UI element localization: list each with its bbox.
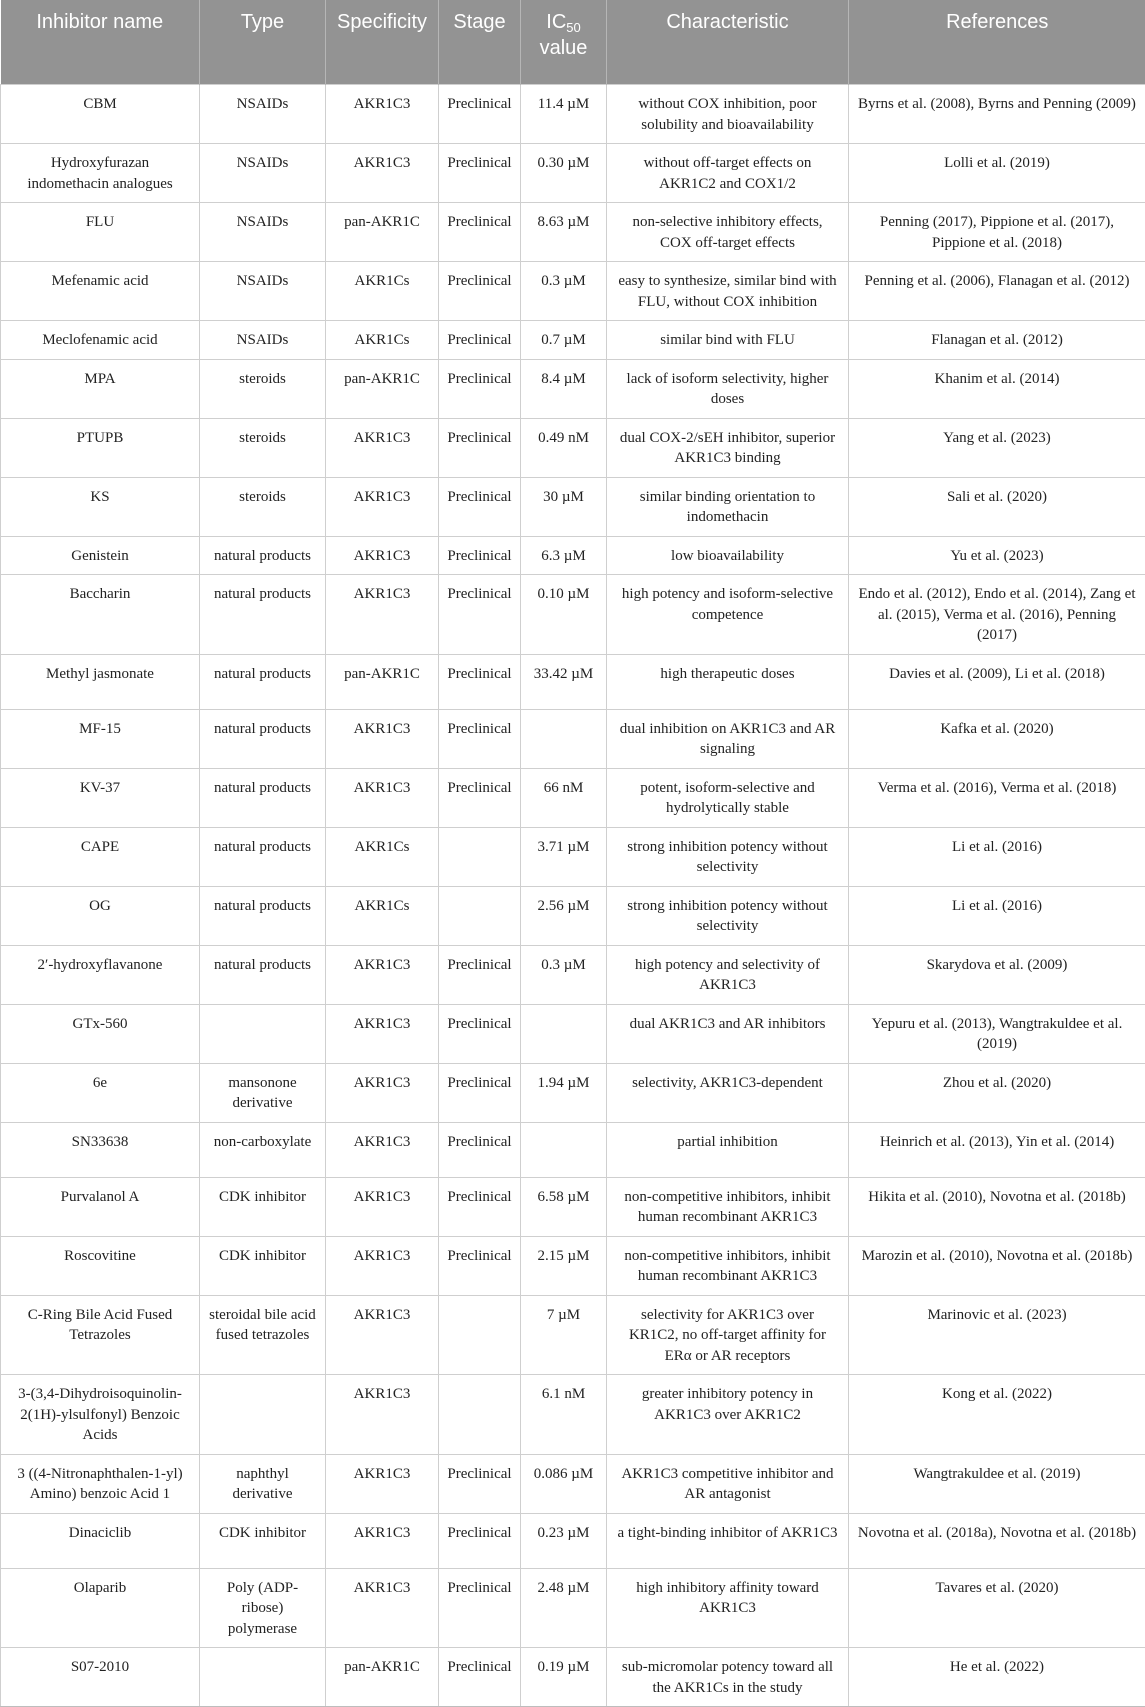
cell-specificity: AKR1C3: [326, 85, 439, 144]
table-row: [1, 1122, 1145, 1177]
col-header-specificity: Specificity: [326, 0, 439, 85]
table-row: [1, 1177, 1145, 1236]
cell-name: KS: [1, 477, 200, 536]
cell-characteristic: lack of isoform selectivity, higher doses: [607, 359, 849, 418]
cell-characteristic: partial inhibition: [607, 1122, 849, 1177]
table-row: [1, 144, 1145, 203]
table-row: [1, 1004, 1145, 1063]
cell-references: Lolli et al. (2019): [849, 144, 1145, 203]
cell-name: MPA: [1, 359, 200, 418]
cell-references: Yu et al. (2023): [849, 536, 1145, 575]
cell-type: natural products: [200, 768, 326, 827]
cell-name: Mefenamic acid: [1, 262, 200, 321]
col-header-characteristic: Characteristic: [607, 0, 849, 85]
table-row: [1, 654, 1145, 709]
cell-characteristic: low bioavailability: [607, 536, 849, 575]
cell-type: CDK inhibitor: [200, 1177, 326, 1236]
cell-name: GTx-560: [1, 1004, 200, 1063]
cell-ic50: 0.49 nM: [521, 418, 607, 477]
cell-specificity: pan-AKR1C: [326, 203, 439, 262]
cell-stage: Preclinical: [439, 1513, 521, 1568]
table-row: [1, 477, 1145, 536]
cell-stage: Preclinical: [439, 1648, 521, 1707]
cell-type: naphthyl derivative: [200, 1454, 326, 1513]
table-row: [1, 203, 1145, 262]
cell-name: Methyl jasmonate: [1, 654, 200, 709]
cell-type: natural products: [200, 536, 326, 575]
cell-references: Novotna et al. (2018a), Novotna et al. (2018b): [849, 1513, 1145, 1568]
cell-type: natural products: [200, 886, 326, 945]
cell-name: 2′-hydroxyflavanone: [1, 945, 200, 1004]
cell-ic50: [521, 1122, 607, 1177]
col-header-type: Type: [200, 0, 326, 85]
cell-characteristic: similar bind with FLU: [607, 321, 849, 360]
cell-stage: Preclinical: [439, 654, 521, 709]
cell-characteristic: non-competitive inhibitors, inhibit human recombinant AKR1C3: [607, 1236, 849, 1295]
table-row: [1, 1454, 1145, 1513]
cell-ic50: 8.63 µM: [521, 203, 607, 262]
cell-ic50: 0.30 µM: [521, 144, 607, 203]
cell-ic50: 8.4 µM: [521, 359, 607, 418]
cell-name: C-Ring Bile Acid Fused Tetrazoles: [1, 1295, 200, 1375]
cell-characteristic: strong inhibition potency without selectivity: [607, 827, 849, 886]
cell-ic50: 0.10 µM: [521, 575, 607, 655]
cell-references: Tavares et al. (2020): [849, 1568, 1145, 1648]
cell-characteristic: greater inhibitory potency in AKR1C3 over AKR1C2: [607, 1375, 849, 1455]
table-row: [1, 536, 1145, 575]
cell-ic50: 2.56 µM: [521, 886, 607, 945]
cell-specificity: AKR1C3: [326, 1375, 439, 1455]
cell-references: Skarydova et al. (2009): [849, 945, 1145, 1004]
cell-characteristic: sub-micromolar potency toward all the AKR1Cs in the study: [607, 1648, 849, 1707]
cell-ic50: 6.3 µM: [521, 536, 607, 575]
cell-characteristic: high potency and selectivity of AKR1C3: [607, 945, 849, 1004]
cell-specificity: AKR1C3: [326, 1568, 439, 1648]
cell-stage: Preclinical: [439, 262, 521, 321]
cell-name: Hydroxyfurazan indomethacin analogues: [1, 144, 200, 203]
cell-references: Davies et al. (2009), Li et al. (2018): [849, 654, 1145, 709]
cell-references: Flanagan et al. (2012): [849, 321, 1145, 360]
table-row: [1, 575, 1145, 655]
cell-stage: Preclinical: [439, 536, 521, 575]
cell-references: Marinovic et al. (2023): [849, 1295, 1145, 1375]
cell-references: Marozin et al. (2010), Novotna et al. (2018b): [849, 1236, 1145, 1295]
cell-stage: Preclinical: [439, 144, 521, 203]
cell-type: [200, 1648, 326, 1707]
cell-name: CAPE: [1, 827, 200, 886]
cell-specificity: AKR1C3: [326, 768, 439, 827]
cell-ic50: 11.4 µM: [521, 85, 607, 144]
cell-stage: Preclinical: [439, 1122, 521, 1177]
cell-specificity: pan-AKR1C: [326, 1648, 439, 1707]
cell-type: natural products: [200, 945, 326, 1004]
cell-specificity: pan-AKR1C: [326, 654, 439, 709]
cell-type: steroids: [200, 477, 326, 536]
cell-characteristic: strong inhibition potency without selectivity: [607, 886, 849, 945]
table-body: [1, 85, 1145, 1707]
cell-specificity: AKR1C3: [326, 575, 439, 655]
cell-stage: Preclinical: [439, 1568, 521, 1648]
cell-type: NSAIDs: [200, 85, 326, 144]
table-row: [1, 1513, 1145, 1568]
cell-ic50: [521, 709, 607, 768]
cell-name: CBM: [1, 85, 200, 144]
cell-references: Yang et al. (2023): [849, 418, 1145, 477]
cell-specificity: AKR1C3: [326, 1177, 439, 1236]
cell-references: Byrns et al. (2008), Byrns and Penning (2009): [849, 85, 1145, 144]
cell-references: Li et al. (2016): [849, 827, 1145, 886]
table-row: [1, 85, 1145, 144]
cell-ic50: 2.48 µM: [521, 1568, 607, 1648]
cell-specificity: AKR1C3: [326, 1236, 439, 1295]
cell-references: Penning (2017), Pippione et al. (2017), Pippione et al. (2018): [849, 203, 1145, 262]
cell-references: Penning et al. (2006), Flanagan et al. (2012): [849, 262, 1145, 321]
cell-characteristic: dual AKR1C3 and AR inhibitors: [607, 1004, 849, 1063]
cell-ic50: [521, 1004, 607, 1063]
cell-specificity: AKR1C3: [326, 1295, 439, 1375]
cell-stage: Preclinical: [439, 1004, 521, 1063]
table-row: [1, 1568, 1145, 1648]
cell-stage: [439, 1375, 521, 1455]
cell-characteristic: high potency and isoform-selective competence: [607, 575, 849, 655]
cell-specificity: AKR1Cs: [326, 321, 439, 360]
cell-type: Poly (ADP-ribose) polymerase: [200, 1568, 326, 1648]
col-header-stage: Stage: [439, 0, 521, 85]
cell-references: He et al. (2022): [849, 1648, 1145, 1707]
cell-specificity: AKR1Cs: [326, 262, 439, 321]
cell-ic50: 7 µM: [521, 1295, 607, 1375]
cell-specificity: AKR1C3: [326, 418, 439, 477]
cell-stage: Preclinical: [439, 1177, 521, 1236]
cell-stage: Preclinical: [439, 575, 521, 655]
header-row: [1, 0, 1145, 85]
cell-characteristic: AKR1C3 competitive inhibitor and AR antagonist: [607, 1454, 849, 1513]
cell-specificity: AKR1C3: [326, 477, 439, 536]
cell-name: Olaparib: [1, 1568, 200, 1648]
cell-stage: Preclinical: [439, 945, 521, 1004]
cell-type: non-carboxylate: [200, 1122, 326, 1177]
cell-characteristic: similar binding orientation to indomethacin: [607, 477, 849, 536]
cell-ic50: 6.58 µM: [521, 1177, 607, 1236]
cell-specificity: AKR1C3: [326, 709, 439, 768]
cell-name: FLU: [1, 203, 200, 262]
cell-ic50: 0.086 µM: [521, 1454, 607, 1513]
cell-specificity: AKR1C3: [326, 1004, 439, 1063]
cell-specificity: AKR1C3: [326, 536, 439, 575]
cell-specificity: AKR1C3: [326, 144, 439, 203]
cell-type: NSAIDs: [200, 144, 326, 203]
cell-stage: Preclinical: [439, 1063, 521, 1122]
cell-name: 6e: [1, 1063, 200, 1122]
table-row: [1, 1648, 1145, 1707]
cell-type: [200, 1375, 326, 1455]
cell-name: Roscovitine: [1, 1236, 200, 1295]
cell-type: steroidal bile acid fused tetrazoles: [200, 1295, 326, 1375]
cell-type: CDK inhibitor: [200, 1236, 326, 1295]
cell-references: Heinrich et al. (2013), Yin et al. (2014): [849, 1122, 1145, 1177]
table-row: [1, 827, 1145, 886]
cell-stage: Preclinical: [439, 768, 521, 827]
cell-specificity: AKR1C3: [326, 1454, 439, 1513]
col-header-name: Inhibitor name: [1, 0, 200, 85]
cell-references: Wangtrakuldee et al. (2019): [849, 1454, 1145, 1513]
cell-name: Genistein: [1, 536, 200, 575]
cell-characteristic: non-competitive inhibitors, inhibit human recombinant AKR1C3: [607, 1177, 849, 1236]
table-row: [1, 1236, 1145, 1295]
cell-type: steroids: [200, 359, 326, 418]
cell-stage: Preclinical: [439, 359, 521, 418]
cell-stage: Preclinical: [439, 709, 521, 768]
cell-ic50: 0.3 µM: [521, 262, 607, 321]
cell-name: Purvalanol A: [1, 1177, 200, 1236]
cell-references: Endo et al. (2012), Endo et al. (2014), Zang et al. (2015), Verma et al. (2016), Penning (2017): [849, 575, 1145, 655]
cell-references: Khanim et al. (2014): [849, 359, 1145, 418]
cell-stage: Preclinical: [439, 1454, 521, 1513]
table-row: [1, 768, 1145, 827]
cell-references: Li et al. (2016): [849, 886, 1145, 945]
cell-name: PTUPB: [1, 418, 200, 477]
cell-type: NSAIDs: [200, 203, 326, 262]
cell-specificity: AKR1Cs: [326, 886, 439, 945]
cell-specificity: pan-AKR1C: [326, 359, 439, 418]
cell-type: natural products: [200, 827, 326, 886]
cell-characteristic: high therapeutic doses: [607, 654, 849, 709]
table-row: [1, 1295, 1145, 1375]
cell-name: 3-(3,4-Dihydroisoquinolin-2(1H)-ylsulfonyl) Benzoic Acids: [1, 1375, 200, 1455]
cell-type: [200, 1004, 326, 1063]
cell-name: SN33638: [1, 1122, 200, 1177]
table-row: [1, 945, 1145, 1004]
cell-stage: [439, 886, 521, 945]
cell-type: steroids: [200, 418, 326, 477]
cell-stage: Preclinical: [439, 321, 521, 360]
table-row: [1, 886, 1145, 945]
cell-references: Yepuru et al. (2013), Wangtrakuldee et al. (2019): [849, 1004, 1145, 1063]
table-row: [1, 359, 1145, 418]
cell-characteristic: high inhibitory affinity toward AKR1C3: [607, 1568, 849, 1648]
cell-stage: Preclinical: [439, 85, 521, 144]
cell-references: Kafka et al. (2020): [849, 709, 1145, 768]
cell-stage: Preclinical: [439, 203, 521, 262]
cell-stage: Preclinical: [439, 418, 521, 477]
cell-type: natural products: [200, 654, 326, 709]
cell-references: Zhou et al. (2020): [849, 1063, 1145, 1122]
cell-name: Baccharin: [1, 575, 200, 655]
cell-ic50: 0.23 µM: [521, 1513, 607, 1568]
cell-specificity: AKR1C3: [326, 1063, 439, 1122]
table-row: [1, 709, 1145, 768]
table-row: [1, 418, 1145, 477]
cell-type: CDK inhibitor: [200, 1513, 326, 1568]
cell-type: natural products: [200, 709, 326, 768]
cell-ic50: 0.7 µM: [521, 321, 607, 360]
cell-stage: Preclinical: [439, 477, 521, 536]
cell-characteristic: a tight-binding inhibitor of AKR1C3: [607, 1513, 849, 1568]
cell-stage: Preclinical: [439, 1236, 521, 1295]
table-row: [1, 321, 1145, 360]
cell-ic50: 2.15 µM: [521, 1236, 607, 1295]
cell-name: Dinaciclib: [1, 1513, 200, 1568]
table-row: [1, 1375, 1145, 1455]
cell-specificity: AKR1Cs: [326, 827, 439, 886]
cell-ic50: 1.94 µM: [521, 1063, 607, 1122]
cell-name: MF-15: [1, 709, 200, 768]
cell-characteristic: dual COX-2/sEH inhibitor, superior AKR1C3 binding: [607, 418, 849, 477]
cell-ic50: 3.71 µM: [521, 827, 607, 886]
cell-name: Meclofenamic acid: [1, 321, 200, 360]
cell-stage: [439, 1295, 521, 1375]
cell-type: mansonone derivative: [200, 1063, 326, 1122]
cell-references: Sali et al. (2020): [849, 477, 1145, 536]
cell-ic50: 6.1 nM: [521, 1375, 607, 1455]
cell-characteristic: potent, isoform-selective and hydrolytically stable: [607, 768, 849, 827]
cell-characteristic: selectivity, AKR1C3-dependent: [607, 1063, 849, 1122]
cell-type: natural products: [200, 575, 326, 655]
cell-name: 3 ((4-Nitronaphthalen-1-yl) Amino) benzoic Acid 1: [1, 1454, 200, 1513]
cell-type: NSAIDs: [200, 321, 326, 360]
cell-characteristic: non-selective inhibitory effects, COX off-target effects: [607, 203, 849, 262]
cell-ic50: 0.3 µM: [521, 945, 607, 1004]
col-header-references: References: [849, 0, 1145, 85]
table-row: [1, 1063, 1145, 1122]
cell-specificity: AKR1C3: [326, 945, 439, 1004]
cell-name: S07-2010: [1, 1648, 200, 1707]
cell-ic50: 33.42 µM: [521, 654, 607, 709]
cell-name: KV-37: [1, 768, 200, 827]
cell-type: NSAIDs: [200, 262, 326, 321]
cell-references: Verma et al. (2016), Verma et al. (2018): [849, 768, 1145, 827]
cell-name: OG: [1, 886, 200, 945]
cell-characteristic: without off-target effects on AKR1C2 and COX1/2: [607, 144, 849, 203]
col-header-ic50: $IC_{50}$ value: [521, 0, 607, 85]
cell-ic50: 0.19 µM: [521, 1648, 607, 1707]
cell-characteristic: without COX inhibition, poor solubility and bioavailability: [607, 85, 849, 144]
cell-specificity: AKR1C3: [326, 1513, 439, 1568]
cell-characteristic: dual inhibition on AKR1C3 and AR signaling: [607, 709, 849, 768]
table-row: [1, 262, 1145, 321]
cell-ic50: 66 nM: [521, 768, 607, 827]
cell-stage: [439, 827, 521, 886]
cell-characteristic: easy to synthesize, similar bind with FLU, without COX inhibition: [607, 262, 849, 321]
cell-references: Hikita et al. (2010), Novotna et al. (2018b): [849, 1177, 1145, 1236]
cell-specificity: AKR1C3: [326, 1122, 439, 1177]
cell-ic50: 30 µM: [521, 477, 607, 536]
cell-characteristic: selectivity for AKR1C3 over KR1C2, no off-target affinity for ERα or AR receptors: [607, 1295, 849, 1375]
cell-references: Kong et al. (2022): [849, 1375, 1145, 1455]
